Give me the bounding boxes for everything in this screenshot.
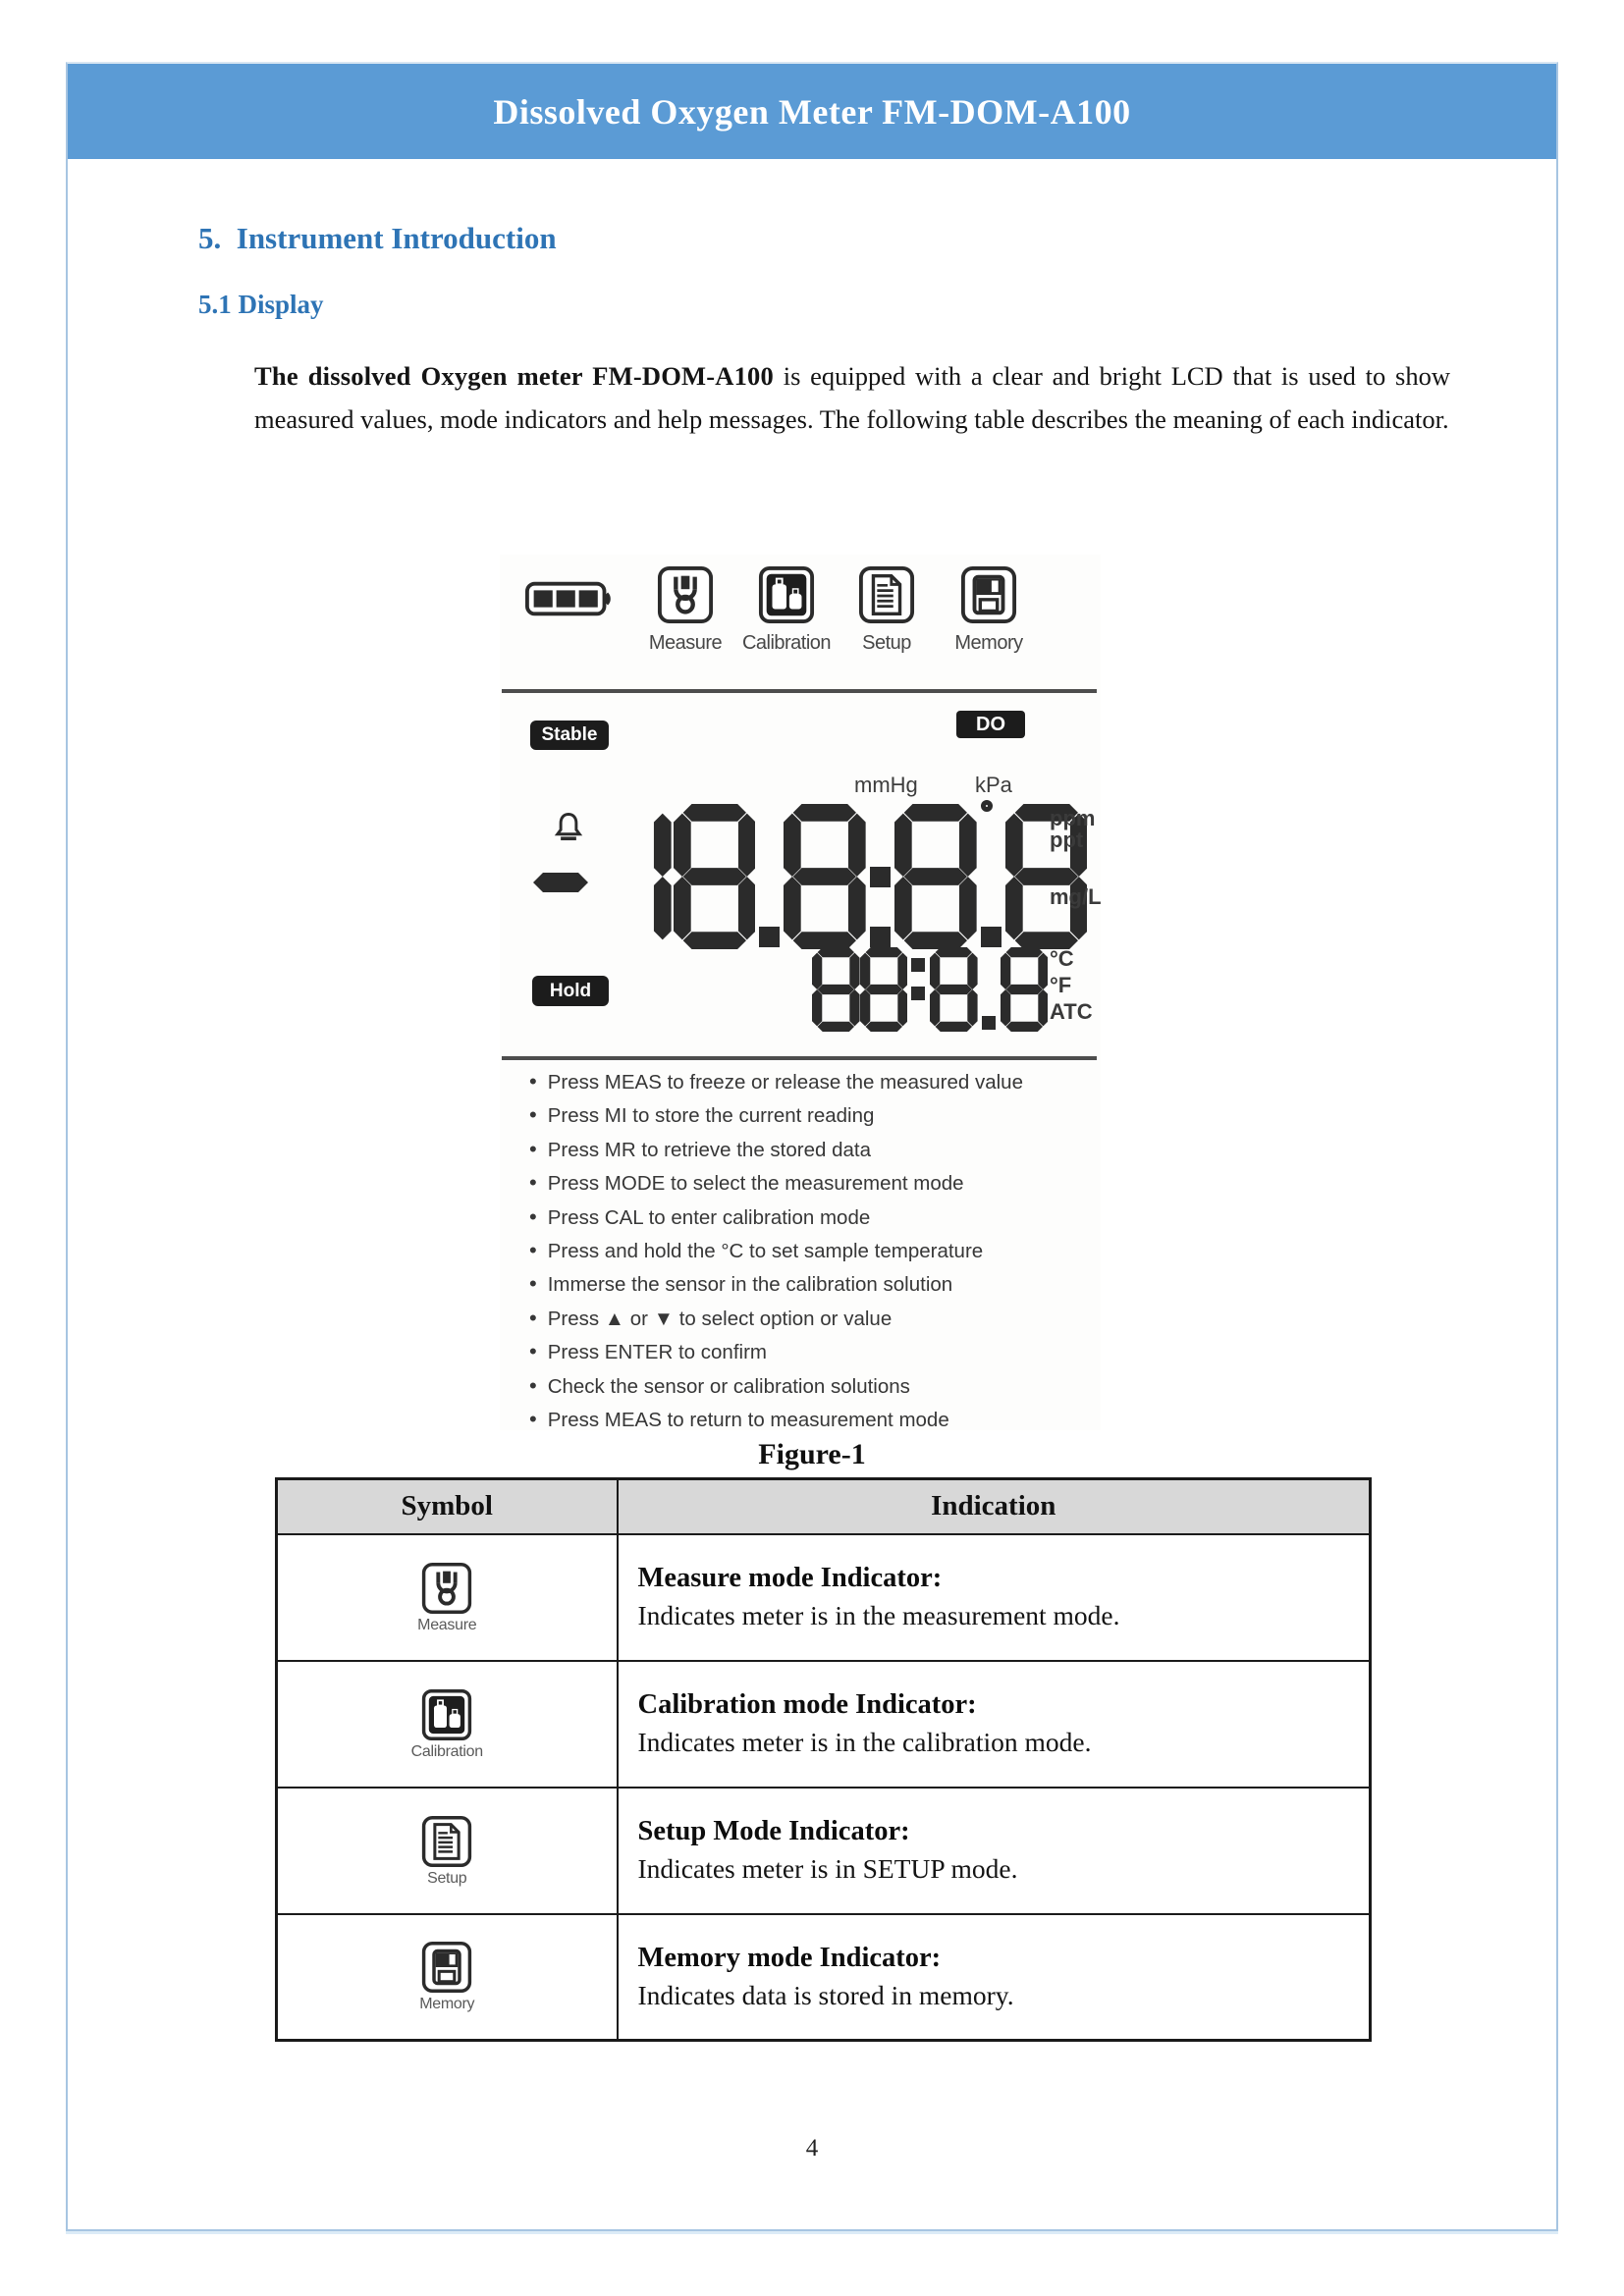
table-row — [277, 1788, 1371, 1914]
battery-icon — [525, 578, 616, 619]
temperature-seven-segment-display — [812, 947, 1048, 1032]
memory-icon — [421, 1940, 472, 1995]
indication-title: Setup Mode Indicator: — [637, 1816, 910, 1846]
intro-paragraph — [254, 354, 1450, 441]
unit-atc: ATC — [1050, 999, 1093, 1024]
help-item: • Press MR to retrieve the stored data — [529, 1133, 1097, 1166]
mode-indicator-setup — [830, 564, 944, 655]
help-item: • Press ▲ or ▼ to select option or value — [529, 1302, 1097, 1335]
measure-label: Measure — [648, 632, 723, 654]
indication-description: Indicates data is stored in memory. — [637, 1979, 1014, 2010]
seven-segment-digit — [812, 947, 860, 1032]
seven-segment-digit — [784, 804, 866, 949]
lcd-display-figure — [500, 555, 1101, 1430]
unit-mmhg: mmHg — [854, 773, 918, 797]
document-title: Dissolved Oxygen Meter FM-DOM-A100 — [493, 91, 1131, 132]
indication-column-header: Indication — [618, 1479, 1371, 1534]
seven-segment-digit — [589, 804, 672, 949]
calibration-icon — [421, 1687, 472, 1742]
lcd-separator — [867, 804, 893, 949]
indication-title: Measure mode Indicator: — [637, 1563, 943, 1593]
table-row — [277, 1661, 1371, 1788]
main-seven-segment-display — [588, 804, 1088, 949]
indication-cell — [618, 1534, 1371, 1661]
memory-label: Memory — [419, 1996, 475, 2013]
indication-cell — [618, 1914, 1371, 2041]
alarm-bell-icon — [551, 810, 586, 845]
mode-indicator-measure — [628, 564, 742, 655]
stable-badge: Stable — [530, 721, 609, 750]
help-item: • Press MEAS to freeze or release the measured value — [529, 1065, 1097, 1098]
help-item: • Immerse the sensor in the calibration solution — [529, 1267, 1097, 1301]
help-item: • Press and hold the °C to set sample temperature — [529, 1234, 1097, 1267]
indication-description: Indicates meter is in SETUP mode. — [637, 1853, 1018, 1884]
symbol-cell — [277, 1661, 618, 1788]
unit-celsius: °C — [1050, 946, 1074, 971]
mode-indicator-memory — [932, 564, 1046, 655]
memory-label: Memory — [954, 632, 1023, 654]
figure-divider-top — [502, 689, 1097, 693]
indication-title: Memory mode Indicator: — [637, 1942, 942, 1973]
memory-icon — [960, 564, 1017, 625]
setup-label: Setup — [862, 632, 911, 654]
seven-segment-digit — [1001, 947, 1049, 1032]
lcd-separator — [756, 804, 783, 949]
seven-segment-digit — [930, 947, 978, 1032]
help-item: • Press CAL to enter calibration mode — [529, 1201, 1097, 1234]
indication-cell — [618, 1661, 1371, 1788]
setup-icon — [858, 564, 915, 625]
symbol-cell — [277, 1914, 618, 2041]
lcd-separator — [907, 947, 930, 1032]
unit-mgl: mg/L — [1050, 884, 1102, 909]
measure-label: Measure — [417, 1616, 477, 1633]
setup-label: Setup — [427, 1869, 467, 1887]
calibration-icon — [758, 564, 815, 625]
setup-icon — [421, 1814, 472, 1869]
table-row — [277, 1914, 1371, 2041]
seven-segment-digit — [674, 804, 756, 949]
symbol-cell — [277, 1788, 618, 1914]
minus-sign-segment — [533, 873, 588, 892]
table-header-row — [277, 1479, 1371, 1534]
calibration-label: Calibration — [410, 1742, 483, 1760]
mode-indicator-calibration — [730, 564, 843, 655]
help-item: • Press MODE to select the measurement mode — [529, 1166, 1097, 1200]
indication-cell — [618, 1788, 1371, 1914]
page-number: 4 — [805, 2135, 819, 2162]
help-message-list — [529, 1065, 1097, 1436]
unit-kpa: kPa — [975, 773, 1012, 797]
calibration-label: Calibration — [741, 632, 832, 654]
lcd-separator — [978, 947, 1001, 1032]
indication-description: Indicates meter is in the calibration mode. — [637, 1727, 1092, 1757]
help-item: • Press MI to store the current reading — [529, 1098, 1097, 1132]
indicator-table — [275, 1477, 1372, 2042]
measure-icon — [421, 1561, 472, 1616]
symbol-column-header: Symbol — [277, 1479, 618, 1534]
indication-title: Calibration mode Indicator: — [637, 1689, 977, 1720]
section-heading: 5. Instrument Introduction — [198, 221, 557, 255]
seven-segment-digit — [894, 804, 977, 949]
figure-divider-bottom — [502, 1056, 1097, 1060]
intro-paragraph-lead: The dissolved Oxygen meter FM-DOM-A100 — [254, 361, 774, 391]
figure-caption: Figure-1 — [758, 1438, 866, 1470]
temperature-units — [1050, 945, 1093, 1025]
measure-icon — [657, 564, 714, 625]
unit-ppt: ppt — [1050, 828, 1084, 852]
subsection-heading: 5.1 Display — [198, 290, 324, 319]
symbol-cell — [277, 1534, 618, 1661]
concentration-units — [1050, 808, 1102, 908]
hold-badge: Hold — [532, 976, 609, 1006]
help-item: • Press ENTER to confirm — [529, 1335, 1097, 1368]
table-row — [277, 1534, 1371, 1661]
indication-description: Indicates meter is in the measurement mode. — [637, 1600, 1120, 1630]
seven-segment-digit — [860, 947, 908, 1032]
help-item: • Check the sensor or calibration solutions — [529, 1369, 1097, 1403]
manual-page — [66, 62, 1558, 2231]
unit-fahrenheit: °F — [1050, 973, 1072, 997]
intro-paragraph-rest: is equipped with a clear and bright LCD that is used to show measured values, mode indicators and help messages. The following table describes the meaning of each indicator. — [254, 361, 1450, 434]
page-header — [68, 64, 1556, 159]
unit-ppm: ppm — [1050, 806, 1096, 830]
help-item: • Press MEAS to return to measurement mode — [529, 1403, 1097, 1436]
lcd-separator — [978, 804, 1004, 949]
do-badge: DO — [956, 711, 1025, 738]
